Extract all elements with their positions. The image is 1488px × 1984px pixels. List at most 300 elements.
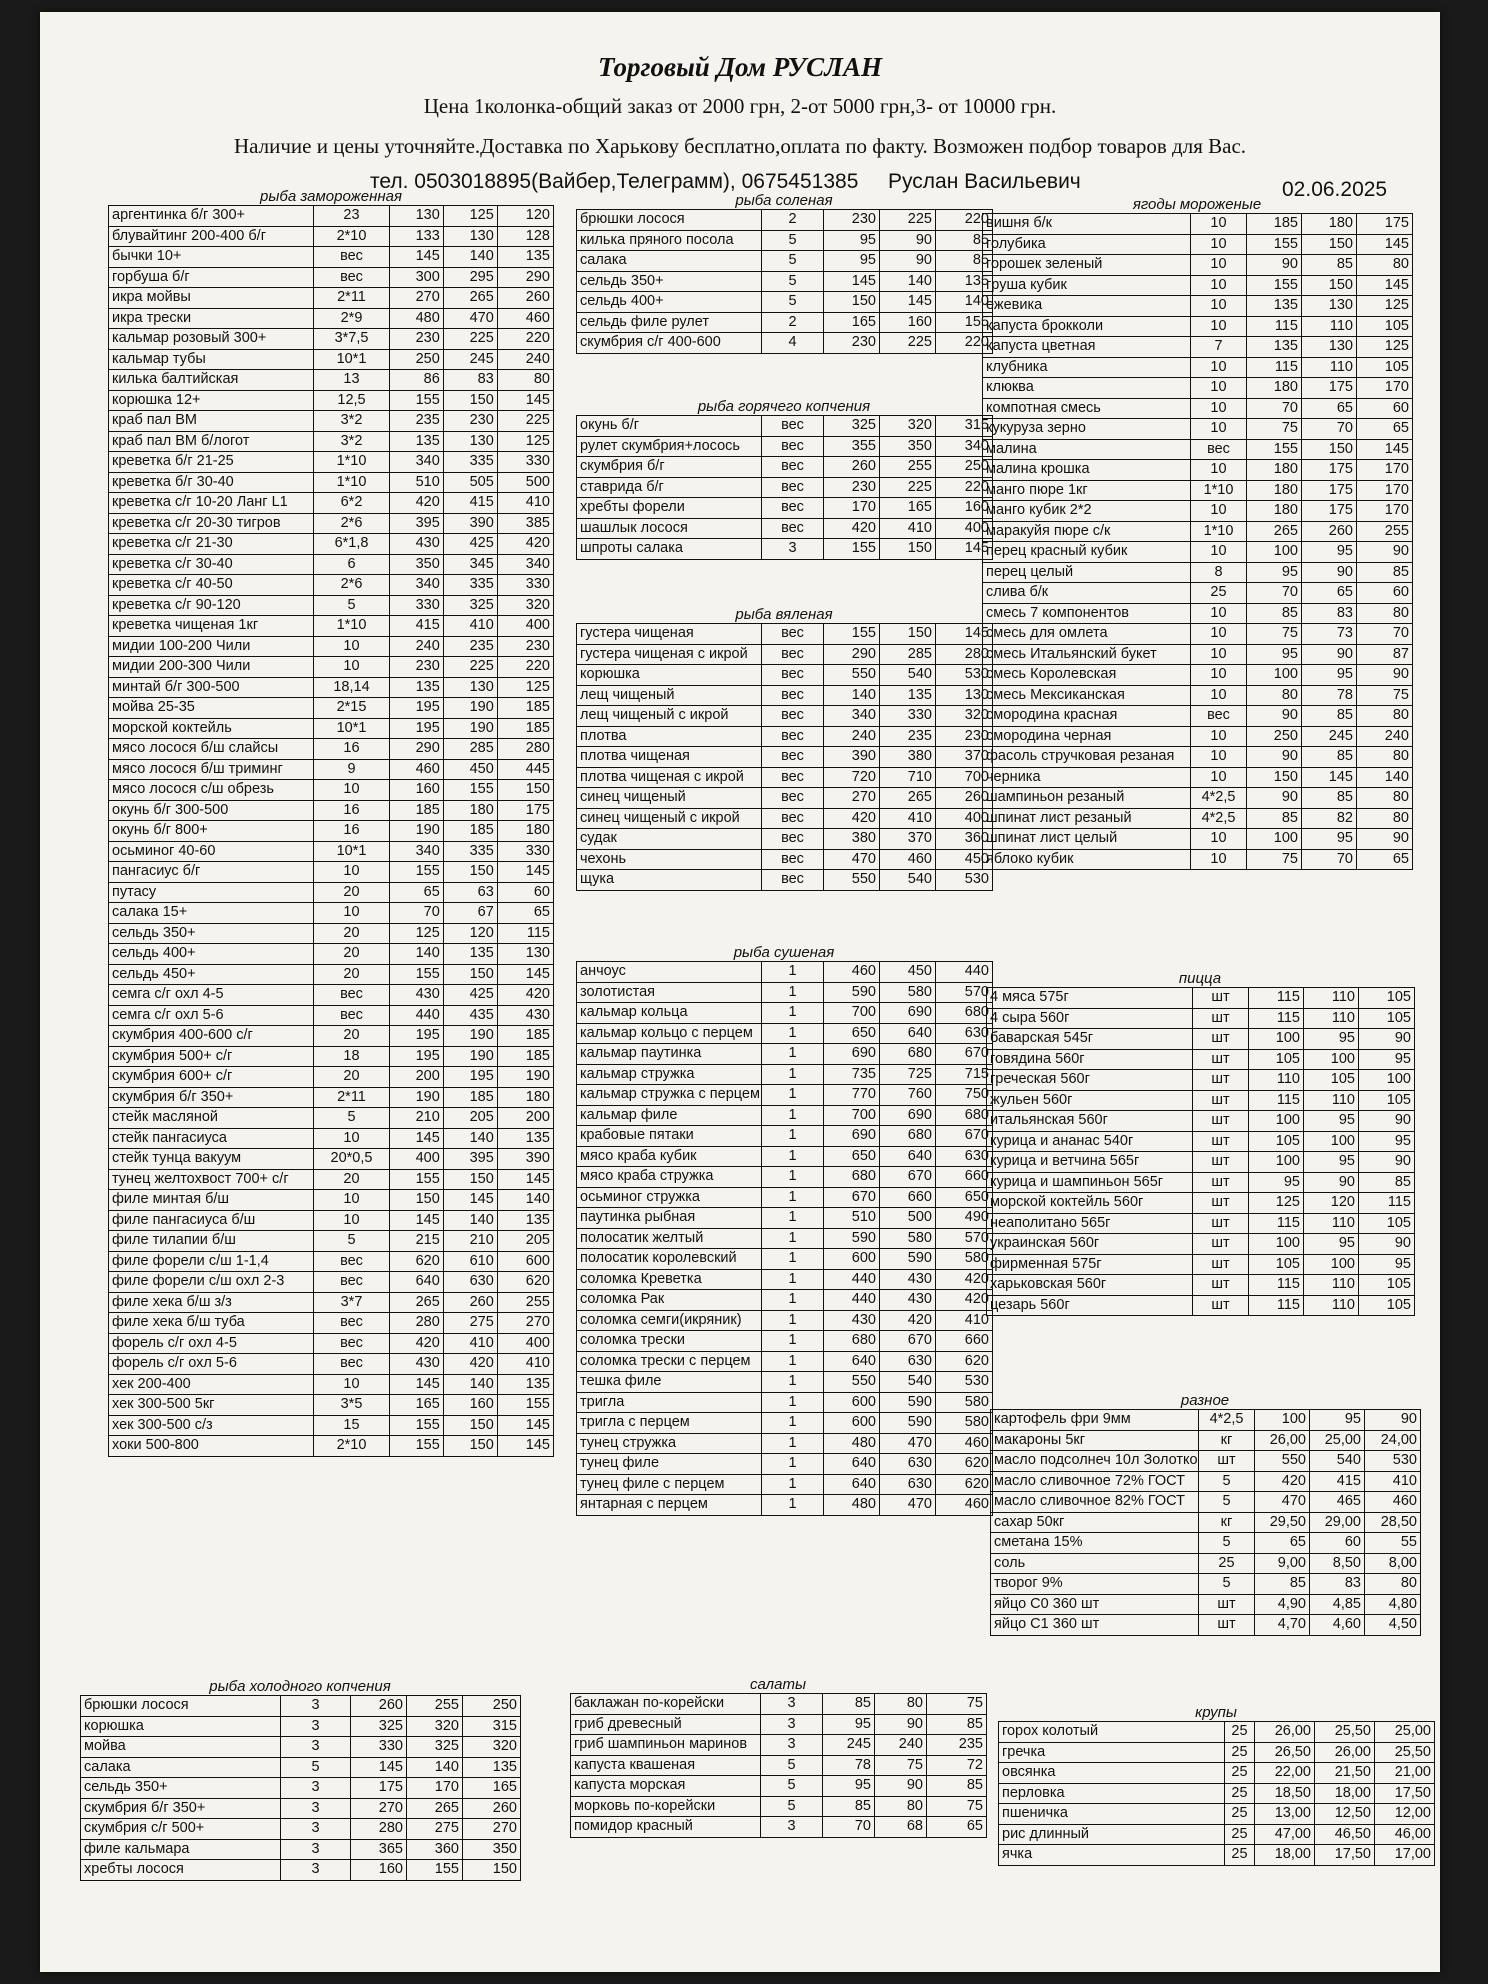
price-tier-3: 65 bbox=[927, 1817, 987, 1838]
table-row bbox=[81, 1696, 521, 1717]
price-tier-1: 185 bbox=[389, 800, 443, 821]
table-row bbox=[983, 829, 1413, 850]
product-name: бычки 10+ bbox=[109, 247, 314, 268]
price-tier-2: 320 bbox=[880, 416, 936, 437]
price-tier-2: 130 bbox=[443, 677, 497, 698]
table-row bbox=[109, 472, 554, 493]
price-tier-1: 340 bbox=[389, 452, 443, 473]
table-row bbox=[109, 657, 554, 678]
price-tier-3: 75 bbox=[927, 1796, 987, 1817]
pack-unit: вес bbox=[762, 849, 824, 870]
product-name: соломка Креветка bbox=[577, 1269, 762, 1290]
price-tier-3: 95 bbox=[1359, 1049, 1415, 1070]
price-tier-1: 265 bbox=[389, 1292, 443, 1313]
price-tier-3: 21,00 bbox=[1375, 1763, 1435, 1784]
price-tier-1: 18,50 bbox=[1255, 1783, 1315, 1804]
price-table bbox=[80, 1695, 521, 1881]
pack-unit: 6 bbox=[314, 554, 390, 575]
price-tier-1: 95 bbox=[823, 1714, 875, 1735]
price-tier-1: 440 bbox=[389, 1005, 443, 1026]
price-tier-1: 180 bbox=[1247, 378, 1302, 399]
price-tier-3: 330 bbox=[497, 575, 553, 596]
price-tier-1: 195 bbox=[389, 698, 443, 719]
product-name: шампиньон резаный bbox=[983, 788, 1191, 809]
price-tier-1: 600 bbox=[824, 1249, 880, 1270]
price-tier-2: 470 bbox=[880, 1433, 936, 1454]
product-name: хек 300-500 5кг bbox=[109, 1395, 314, 1416]
price-tier-1: 65 bbox=[1255, 1533, 1310, 1554]
pack-unit: 1 bbox=[762, 1249, 824, 1270]
table-row bbox=[81, 1819, 521, 1840]
product-name: маракуйя пюре с/к bbox=[983, 521, 1191, 542]
product-name: форель с/г охл 4-5 bbox=[109, 1333, 314, 1354]
table-row bbox=[987, 1090, 1415, 1111]
price-tier-1: 22,00 bbox=[1255, 1763, 1315, 1784]
price-tier-3: 90 bbox=[1357, 829, 1413, 850]
price-tier-3: 130 bbox=[936, 685, 993, 706]
price-tier-3: 460 bbox=[936, 1495, 993, 1516]
price-tier-1: 550 bbox=[824, 665, 880, 686]
price-tier-2: 190 bbox=[443, 1026, 497, 1047]
price-tier-3: 105 bbox=[1359, 1090, 1415, 1111]
price-tier-3: 28,50 bbox=[1365, 1512, 1421, 1533]
price-tier-3: 80 bbox=[1357, 603, 1413, 624]
price-tier-2: 580 bbox=[880, 982, 936, 1003]
pack-unit: 10*1 bbox=[314, 349, 390, 370]
product-name: хек 300-500 с/з bbox=[109, 1415, 314, 1436]
table-row bbox=[577, 644, 993, 665]
product-name: цезарь 560г bbox=[987, 1295, 1193, 1316]
price-tier-3: 670 bbox=[936, 1126, 993, 1147]
price-tier-2: 205 bbox=[443, 1108, 497, 1129]
product-name: кальмар тубы bbox=[109, 349, 314, 370]
pack-unit: вес bbox=[762, 788, 824, 809]
pack-unit: 10 bbox=[314, 1190, 390, 1211]
price-tier-3: 200 bbox=[497, 1108, 553, 1129]
price-tier-2: 100 bbox=[1304, 1254, 1359, 1275]
price-tier-2: 670 bbox=[880, 1331, 936, 1352]
product-name: 4 сыра 560г bbox=[987, 1008, 1193, 1029]
table-row bbox=[109, 575, 554, 596]
table-row bbox=[109, 1251, 554, 1272]
pack-unit: 3 bbox=[281, 1819, 351, 1840]
price-tier-3: 105 bbox=[1357, 316, 1413, 337]
price-tier-3: 165 bbox=[463, 1778, 521, 1799]
table-row bbox=[109, 1333, 554, 1354]
price-tier-1: 430 bbox=[389, 534, 443, 555]
table-row bbox=[987, 1295, 1415, 1316]
price-tier-3: 145 bbox=[936, 539, 993, 560]
table-row bbox=[991, 1471, 1421, 1492]
table-row bbox=[983, 419, 1413, 440]
price-tier-3: 90 bbox=[1359, 1111, 1415, 1132]
price-tier-1: 420 bbox=[1255, 1471, 1310, 1492]
pack-unit: 10 bbox=[1191, 603, 1247, 624]
price-tier-3: 270 bbox=[463, 1819, 521, 1840]
product-name: осьминог 40-60 bbox=[109, 841, 314, 862]
product-name: сельдь 350+ bbox=[81, 1778, 281, 1799]
price-tier-3: 715 bbox=[936, 1064, 993, 1085]
price-tier-2: 420 bbox=[443, 1354, 497, 1375]
product-name: густера чищеная с икрой bbox=[577, 644, 762, 665]
product-name: тригла bbox=[577, 1392, 762, 1413]
table-row bbox=[109, 1169, 554, 1190]
price-tier-3: 135 bbox=[497, 1210, 553, 1231]
price-tier-3: 620 bbox=[936, 1351, 993, 1372]
pack-unit: 25 bbox=[1225, 1722, 1255, 1743]
price-tier-3: 220 bbox=[497, 329, 553, 350]
price-tier-2: 710 bbox=[880, 767, 936, 788]
price-tier-1: 510 bbox=[824, 1208, 880, 1229]
table-row bbox=[999, 1763, 1435, 1784]
pack-unit: 9 bbox=[314, 759, 390, 780]
price-tier-2: 185 bbox=[443, 1087, 497, 1108]
table-row bbox=[577, 518, 993, 539]
price-tier-2: 580 bbox=[880, 1228, 936, 1249]
price-tier-1: 133 bbox=[389, 226, 443, 247]
pack-unit: 4*2,5 bbox=[1199, 1410, 1255, 1431]
product-name: пшеничка bbox=[999, 1804, 1225, 1825]
price-tier-2: 140 bbox=[407, 1757, 463, 1778]
table-row bbox=[987, 1254, 1415, 1275]
price-tier-3: 80 bbox=[1357, 788, 1413, 809]
price-tier-3: 72 bbox=[927, 1755, 987, 1776]
product-name: золотистая bbox=[577, 982, 762, 1003]
price-tier-3: 410 bbox=[497, 1354, 553, 1375]
table-row bbox=[983, 603, 1413, 624]
product-name: мойва 25-35 bbox=[109, 698, 314, 719]
price-tier-1: 150 bbox=[389, 1190, 443, 1211]
price-tier-3: 230 bbox=[497, 636, 553, 657]
price-tier-1: 90 bbox=[1247, 255, 1302, 276]
table-row bbox=[577, 416, 993, 437]
price-tier-3: 155 bbox=[936, 312, 993, 333]
table-row bbox=[987, 988, 1415, 1009]
pack-unit: 2*10 bbox=[314, 1436, 390, 1457]
section-groats bbox=[998, 1704, 1434, 1866]
price-tier-1: 100 bbox=[1249, 1152, 1304, 1173]
section-salted-fish bbox=[576, 192, 992, 354]
price-tier-1: 135 bbox=[1247, 337, 1302, 358]
table-row bbox=[109, 1272, 554, 1293]
price-tier-2: 65 bbox=[1302, 398, 1357, 419]
table-row bbox=[109, 513, 554, 534]
pack-unit: 18,14 bbox=[314, 677, 390, 698]
product-name: греческая 560г bbox=[987, 1070, 1193, 1091]
product-name: икра трески bbox=[109, 308, 314, 329]
pack-unit: 1 bbox=[762, 1310, 824, 1331]
product-name: стейк масляной bbox=[109, 1108, 314, 1129]
pack-unit: 23 bbox=[314, 206, 390, 227]
price-tier-2: 240 bbox=[875, 1735, 927, 1756]
price-tier-3: 225 bbox=[497, 411, 553, 432]
price-tier-1: 115 bbox=[1247, 357, 1302, 378]
product-name: смесь Итальянский букет bbox=[983, 644, 1191, 665]
price-tier-1: 75 bbox=[1247, 624, 1302, 645]
price-tier-1: 135 bbox=[389, 431, 443, 452]
price-tier-2: 335 bbox=[443, 575, 497, 596]
table-row bbox=[109, 1067, 554, 1088]
price-tier-1: 180 bbox=[1247, 501, 1302, 522]
price-tier-2: 190 bbox=[443, 1046, 497, 1067]
price-tier-3: 135 bbox=[497, 1374, 553, 1395]
price-tier-2: 95 bbox=[1302, 542, 1357, 563]
product-name: вишня б/к bbox=[983, 214, 1191, 235]
price-tier-2: 640 bbox=[880, 1023, 936, 1044]
product-name: филе форели с/ш 1-1,4 bbox=[109, 1251, 314, 1272]
table-row bbox=[999, 1722, 1435, 1743]
price-tier-1: 420 bbox=[824, 518, 880, 539]
product-name: креветка с/г 30-40 bbox=[109, 554, 314, 575]
product-name: сметана 15% bbox=[991, 1533, 1199, 1554]
price-tier-2: 135 bbox=[880, 685, 936, 706]
pack-unit: шт bbox=[1199, 1594, 1255, 1615]
price-tier-2: 155 bbox=[443, 780, 497, 801]
product-name: скумбрия 600+ с/г bbox=[109, 1067, 314, 1088]
table-row bbox=[109, 1395, 554, 1416]
price-tier-2: 180 bbox=[443, 800, 497, 821]
section-title: рыба соленая bbox=[735, 192, 833, 209]
product-name: фирменная 575г bbox=[987, 1254, 1193, 1275]
contact-name: Руслан Васильевич bbox=[888, 170, 1081, 193]
product-name: помидор красный bbox=[571, 1817, 761, 1838]
price-tier-1: 700 bbox=[824, 1003, 880, 1024]
pack-unit: 3 bbox=[761, 1735, 823, 1756]
price-tier-2: 150 bbox=[880, 624, 936, 645]
pack-unit: 10 bbox=[1191, 747, 1247, 768]
price-tier-3: 400 bbox=[936, 808, 993, 829]
price-tier-2: 415 bbox=[1310, 1471, 1365, 1492]
table-row bbox=[983, 644, 1413, 665]
table-row bbox=[577, 1310, 993, 1331]
pack-unit: вес bbox=[314, 1005, 390, 1026]
product-name: чехонь bbox=[577, 849, 762, 870]
section-title: рыба холодного копчения bbox=[209, 1678, 391, 1695]
contact-phones: тел. 0503018895(Вайбер,Телеграмм), 0675451385 bbox=[370, 170, 859, 193]
price-tier-3: 87 bbox=[1357, 644, 1413, 665]
price-tier-3: 105 bbox=[1359, 988, 1415, 1009]
price-tier-2: 540 bbox=[880, 665, 936, 686]
price-tier-1: 70 bbox=[389, 903, 443, 924]
pack-unit: 15 bbox=[314, 1415, 390, 1436]
table-row bbox=[991, 1430, 1421, 1451]
pack-unit: шт bbox=[1193, 1275, 1249, 1296]
product-name: ячка bbox=[999, 1845, 1225, 1866]
product-name: курица и ветчина 565г bbox=[987, 1152, 1193, 1173]
price-tier-2: 83 bbox=[443, 370, 497, 391]
product-name: груша кубик bbox=[983, 275, 1191, 296]
table-row bbox=[577, 1331, 993, 1352]
price-tier-3: 175 bbox=[497, 800, 553, 821]
pack-unit: 1 bbox=[762, 1495, 824, 1516]
price-tier-1: 100 bbox=[1249, 1029, 1304, 1050]
price-tier-2: 110 bbox=[1302, 357, 1357, 378]
price-tier-2: 82 bbox=[1302, 808, 1357, 829]
price-tier-3: 385 bbox=[497, 513, 553, 534]
price-tier-3: 260 bbox=[497, 288, 553, 309]
price-tier-1: 90 bbox=[1247, 747, 1302, 768]
product-name: гриб шампиньон маринов bbox=[571, 1735, 761, 1756]
price-tier-3: 85 bbox=[936, 230, 993, 251]
pack-unit: 10 bbox=[314, 862, 390, 883]
table-row bbox=[983, 788, 1413, 809]
table-row bbox=[577, 333, 993, 354]
price-tier-1: 550 bbox=[1255, 1451, 1310, 1472]
price-tier-1: 155 bbox=[389, 1436, 443, 1457]
price-tier-2: 110 bbox=[1304, 988, 1359, 1009]
pack-unit: вес bbox=[314, 267, 390, 288]
product-name: жульен 560г bbox=[987, 1090, 1193, 1111]
product-name: хребты лосося bbox=[81, 1860, 281, 1881]
price-tier-3: 135 bbox=[463, 1757, 521, 1778]
price-tier-3: 145 bbox=[1357, 439, 1413, 460]
table-row bbox=[109, 1313, 554, 1334]
pack-unit: вес bbox=[314, 247, 390, 268]
price-tier-1: 270 bbox=[824, 788, 880, 809]
price-tier-1: 420 bbox=[824, 808, 880, 829]
table-row bbox=[109, 862, 554, 883]
product-name: капуста квашеная bbox=[571, 1755, 761, 1776]
price-tier-1: 190 bbox=[389, 1087, 443, 1108]
pack-unit: 10 bbox=[1191, 726, 1247, 747]
price-tier-2: 26,00 bbox=[1315, 1742, 1375, 1763]
product-name: морковь по-корейски bbox=[571, 1796, 761, 1817]
price-tier-3: 340 bbox=[497, 554, 553, 575]
price-tier-3: 60 bbox=[1357, 583, 1413, 604]
price-tier-1: 155 bbox=[389, 390, 443, 411]
table-row bbox=[109, 985, 554, 1006]
product-name: клубника bbox=[983, 357, 1191, 378]
table-row bbox=[571, 1694, 987, 1715]
price-tier-1: 100 bbox=[1247, 665, 1302, 686]
product-name: компотная смесь bbox=[983, 398, 1191, 419]
price-tier-3: 115 bbox=[1359, 1193, 1415, 1214]
table-row bbox=[999, 1845, 1435, 1866]
product-name: хребты форели bbox=[577, 498, 762, 519]
price-tier-1: 155 bbox=[389, 862, 443, 883]
pack-unit: 1 bbox=[762, 1187, 824, 1208]
price-tier-2: 725 bbox=[880, 1064, 936, 1085]
product-name: окунь б/г bbox=[577, 416, 762, 437]
pack-unit: 4 bbox=[762, 333, 824, 354]
product-name: филе кальмара bbox=[81, 1839, 281, 1860]
pack-unit: 6*1,8 bbox=[314, 534, 390, 555]
section-title: рыба вяленая bbox=[735, 606, 833, 623]
price-tier-3: 105 bbox=[1359, 1213, 1415, 1234]
pack-unit: 1 bbox=[762, 1105, 824, 1126]
table-row bbox=[577, 665, 993, 686]
section-title: крупы bbox=[1195, 1704, 1237, 1721]
price-tier-2: 90 bbox=[1302, 562, 1357, 583]
pack-unit: 1 bbox=[762, 1208, 824, 1229]
price-tier-2: 100 bbox=[1304, 1131, 1359, 1152]
price-tier-3: 500 bbox=[497, 472, 553, 493]
product-name: смесь 7 компонентов bbox=[983, 603, 1191, 624]
product-name: скумбрия 400-600 с/г bbox=[109, 1026, 314, 1047]
price-tier-3: 105 bbox=[1359, 1275, 1415, 1296]
pack-unit: 10 bbox=[1191, 624, 1247, 645]
product-name: соломка трески bbox=[577, 1331, 762, 1352]
price-tier-2: 185 bbox=[443, 821, 497, 842]
product-name: путасу bbox=[109, 882, 314, 903]
price-tier-1: 590 bbox=[824, 1228, 880, 1249]
price-tier-1: 18,00 bbox=[1255, 1845, 1315, 1866]
table-row bbox=[109, 1026, 554, 1047]
price-tier-3: 250 bbox=[936, 457, 993, 478]
product-name: скумбрия б/г 350+ bbox=[109, 1087, 314, 1108]
table-row bbox=[577, 1392, 993, 1413]
product-name: кальмар кольца bbox=[577, 1003, 762, 1024]
price-tier-3: 90 bbox=[1359, 1234, 1415, 1255]
pack-unit: 10 bbox=[1191, 829, 1247, 850]
table-row bbox=[577, 1085, 993, 1106]
price-tier-2: 265 bbox=[407, 1798, 463, 1819]
price-tier-3: 290 bbox=[497, 267, 553, 288]
product-name: горбуша б/г bbox=[109, 267, 314, 288]
price-tier-2: 380 bbox=[880, 747, 936, 768]
product-name: яблоко кубик bbox=[983, 849, 1191, 870]
price-tier-1: 13,00 bbox=[1255, 1804, 1315, 1825]
price-tier-1: 160 bbox=[389, 780, 443, 801]
price-tier-2: 100 bbox=[1304, 1049, 1359, 1070]
table-row bbox=[577, 539, 993, 560]
table-row bbox=[987, 1152, 1415, 1173]
pack-unit: 20 bbox=[314, 1169, 390, 1190]
price-tier-1: 300 bbox=[389, 267, 443, 288]
pack-unit: 1 bbox=[762, 1372, 824, 1393]
pack-unit: 5 bbox=[761, 1796, 823, 1817]
price-tier-1: 85 bbox=[1247, 603, 1302, 624]
pack-unit: вес bbox=[762, 498, 824, 519]
section-jerked-fish bbox=[576, 944, 992, 1516]
price-tier-2: 680 bbox=[880, 1044, 936, 1065]
price-tier-2: 285 bbox=[880, 644, 936, 665]
price-tier-2: 83 bbox=[1310, 1574, 1365, 1595]
table-row bbox=[571, 1755, 987, 1776]
price-tier-1: 145 bbox=[389, 247, 443, 268]
product-name: капуста цветная bbox=[983, 337, 1191, 358]
price-tier-1: 215 bbox=[389, 1231, 443, 1252]
pack-unit: вес bbox=[762, 870, 824, 891]
price-tier-2: 85 bbox=[1302, 747, 1357, 768]
table-row bbox=[81, 1716, 521, 1737]
price-tier-2: 70 bbox=[1302, 849, 1357, 870]
pack-unit: 20*0,5 bbox=[314, 1149, 390, 1170]
pack-unit: 1*10 bbox=[1191, 480, 1247, 501]
pack-unit: 1 bbox=[762, 1433, 824, 1454]
pack-unit: шт bbox=[1193, 1152, 1249, 1173]
product-name: мидии 200-300 Чили bbox=[109, 657, 314, 678]
product-name: яйцо С1 360 шт bbox=[991, 1615, 1199, 1636]
pack-unit: 10 bbox=[1191, 378, 1247, 399]
pack-unit: 16 bbox=[314, 800, 390, 821]
price-tier-2: 420 bbox=[880, 1310, 936, 1331]
price-tier-2: 690 bbox=[880, 1105, 936, 1126]
price-tier-2: 275 bbox=[407, 1819, 463, 1840]
price-tier-1: 690 bbox=[824, 1126, 880, 1147]
pack-unit: 10 bbox=[1191, 316, 1247, 337]
price-tier-3: 80 bbox=[497, 370, 553, 391]
price-tier-2: 590 bbox=[880, 1392, 936, 1413]
price-tier-1: 100 bbox=[1249, 1111, 1304, 1132]
pack-unit: 5 bbox=[762, 292, 824, 313]
table-row bbox=[987, 1008, 1415, 1029]
price-tier-1: 145 bbox=[389, 1128, 443, 1149]
pack-unit: 1 bbox=[762, 1023, 824, 1044]
section-misc bbox=[990, 1392, 1420, 1636]
product-name: кукуруза зерно bbox=[983, 419, 1191, 440]
pack-unit: шт bbox=[1199, 1451, 1255, 1472]
